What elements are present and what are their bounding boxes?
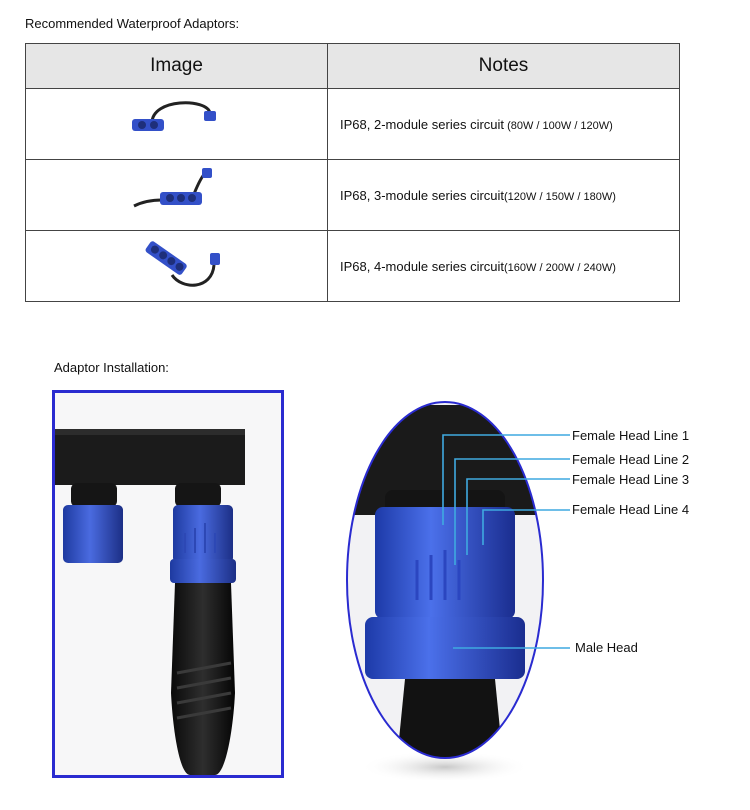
table-header-row [26, 44, 680, 89]
female-head-line-4-label: Female Head Line 4 [572, 502, 690, 517]
installation-section-title: Adaptor Installation: [54, 360, 169, 375]
image-cell [26, 231, 328, 302]
table-row [26, 89, 680, 160]
callout-lines [345, 395, 750, 695]
female-head-line-3-label: Female Head Line 3 [572, 472, 690, 487]
image-cell [26, 160, 328, 231]
installation-photo [52, 390, 284, 778]
adaptors-section-title: Recommended Waterproof Adaptors: [25, 16, 240, 31]
adaptors-table [25, 43, 680, 302]
notes-column-header: Notes [328, 44, 680, 89]
two-way-adaptor-cable-icon [122, 93, 232, 151]
four-way-adaptor-cable-icon [122, 235, 232, 293]
notes-cell [328, 231, 680, 302]
male-head-label: Male Head [575, 640, 638, 655]
image-column-header: Image [26, 44, 328, 89]
female-head-line-1-label: Female Head Line 1 [572, 428, 690, 443]
note-detail-text: (160W / 200W / 240W) [504, 261, 616, 274]
installation-photo-drawing [55, 393, 281, 775]
note-detail-text: (80W / 100W / 120W) [504, 119, 613, 132]
table-row [26, 231, 680, 302]
note-main-text: IP68, 2-module series circuit [340, 116, 505, 132]
note-detail-text: (120W / 150W / 180W) [504, 190, 616, 203]
table-row [26, 160, 680, 231]
note-main-text: IP68, 4-module series circuit [340, 258, 505, 274]
image-cell [26, 89, 328, 160]
female-head-line-2-label: Female Head Line 2 [572, 452, 690, 467]
three-way-adaptor-cable-icon [122, 164, 232, 222]
notes-cell [328, 89, 680, 160]
notes-cell [328, 160, 680, 231]
note-main-text: IP68, 3-module series circuit [340, 187, 505, 203]
